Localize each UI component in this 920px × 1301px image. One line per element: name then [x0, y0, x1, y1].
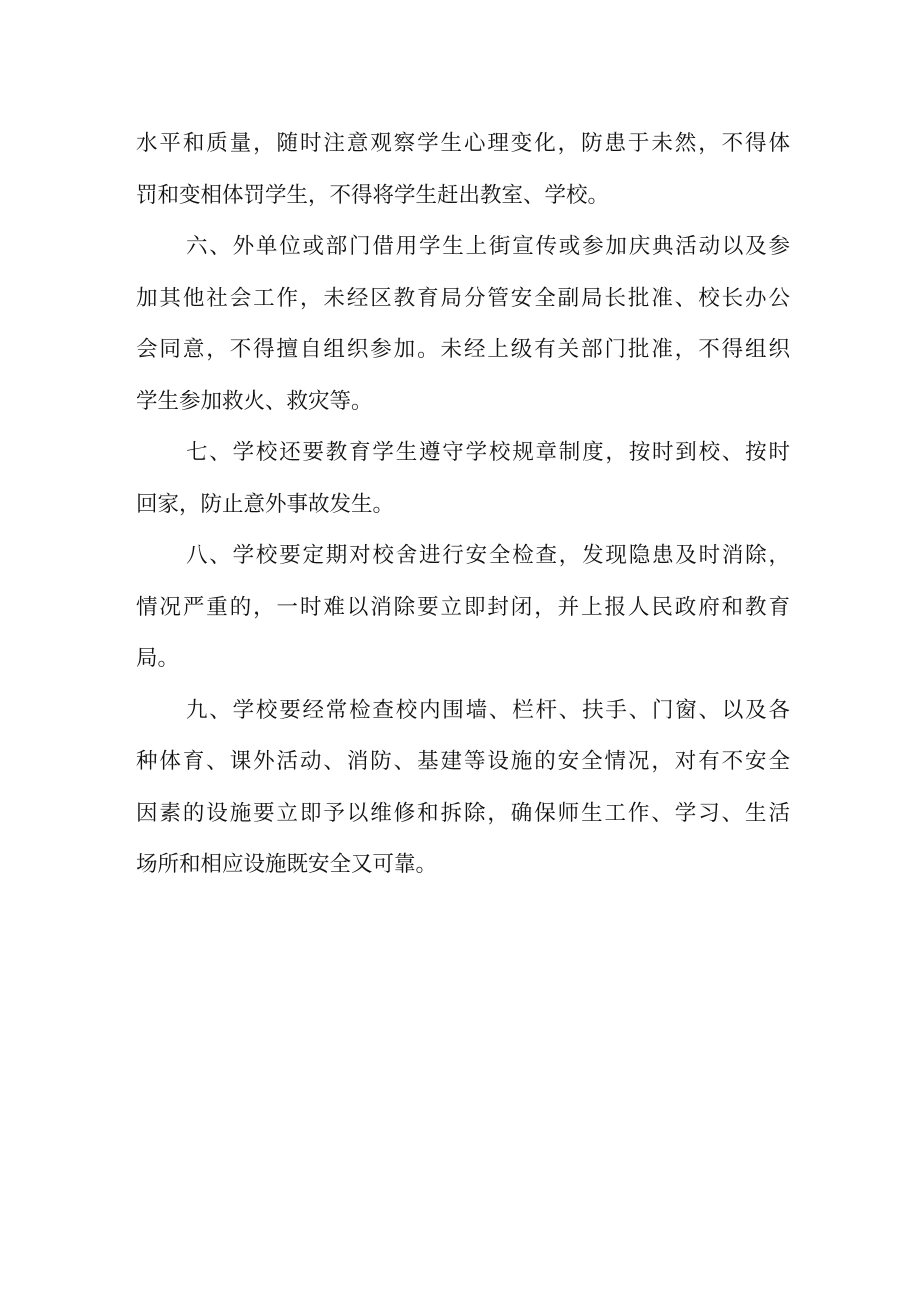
paragraph-eight-line-3: 局。 [136, 646, 180, 671]
paragraph-nine-line-3: 因素的设施要立即予以维修和拆除，确保师生工作、学习、生活 [136, 800, 790, 826]
paragraph-nine-line-4: 场所和相应设施既安全又可靠。 [136, 852, 438, 877]
paragraph-six-line-3: 会同意，不得擅自组织参加。未经上级有关部门批准，不得组织 [136, 337, 790, 362]
paragraph-seven-line-1: 七、学校还要教育学生遵守学校规章制度，按时到校、按时 [186, 440, 790, 465]
paragraph-six-line-1: 六、外单位或部门借用学生上街宣传或参加庆典活动以及参 [186, 234, 790, 259]
document-body [136, 118, 790, 891]
text-line-1: 水平和质量，随时注意观察学生心理变化，防患于未然，不得体 [136, 131, 790, 156]
paragraph-nine-line-1: 九、学校要经常检查校内围墙、栏杆、扶手、门窗、以及各 [186, 697, 790, 723]
paragraph-seven-line-2: 回家，防止意外事故发生。 [136, 491, 395, 517]
paragraph-eight-line-1: 八、学校要定期对校舍进行安全检查，发现隐患及时消除， [186, 543, 790, 568]
paragraph-nine-line-2: 种体育、课外活动、消防、基建等设施的安全情况，对有不安全 [136, 749, 790, 774]
paragraph-six-line-2: 加其他社会工作，未经区教育局分管安全副局长批准、校长办公 [136, 285, 790, 311]
text-line-2: 罚和变相体罚学生，不得将学生赶出教室、学校。 [136, 182, 610, 208]
paragraph-six-line-4: 学生参加救火、救灾等。 [136, 388, 373, 414]
paragraph-eight-line-2: 情况严重的，一时难以消除要立即封闭，并上报人民政府和教育 [136, 594, 790, 620]
